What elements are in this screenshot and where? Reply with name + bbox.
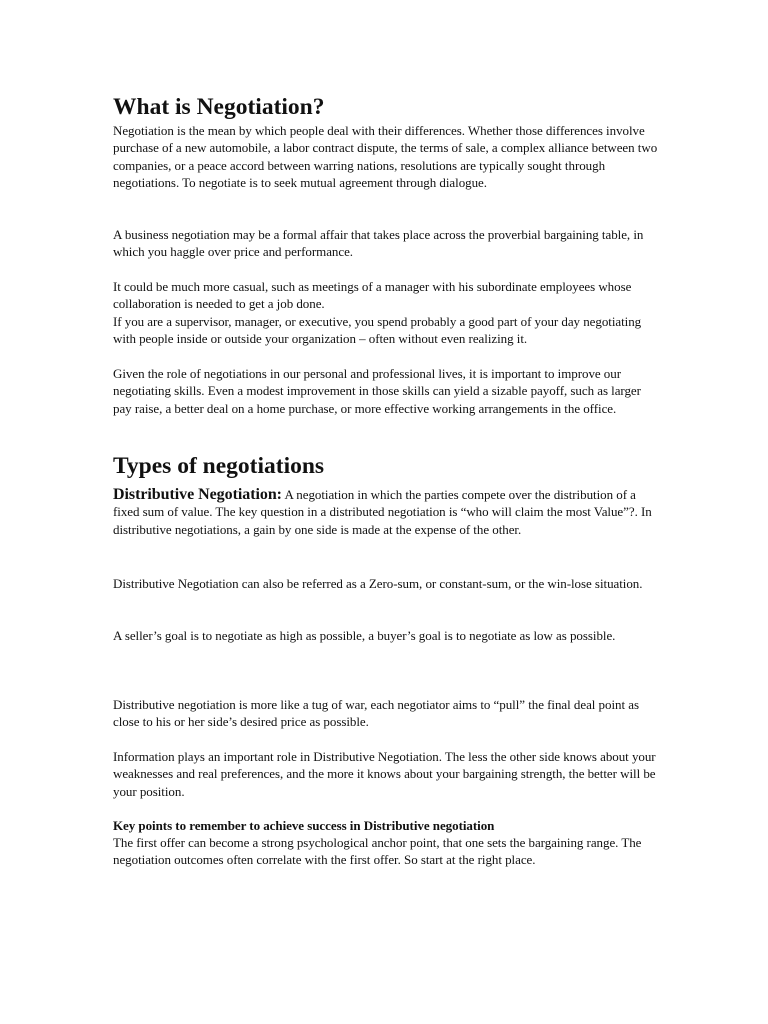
heading-types-of-negotiations: Types of negotiations (113, 453, 325, 479)
subheading-distributive-negotiation: Distributive Negotiation: (113, 486, 282, 503)
paragraph-business-negotiation: A business negotiation may be a formal affair that takes place across the proverbial bargaining table, in which you haggle over price and performance. (113, 227, 644, 260)
heading-key-points: Key points to remember to achieve success in Distributive negotiation (113, 818, 495, 833)
paragraph-seller-buyer-goal: A seller’s goal is to negotiate as high as possible, a buyer’s goal is to negotiate as low as possible. (113, 628, 616, 643)
distributive-definition-text: A negotiation in which the parties compete over the distribution of a fixed sum of value. The key question in a distributed negotiation is “who will claim the most Value”?. In distributive negotiations, a gain by one side is made at the expense of the other. (113, 487, 652, 537)
paragraph-information-role: Information plays an important role in Distributive Negotiation. The less the other side knows about your weaknesses and real preferences, and the more it knows about your bargaining strength, the better will be your position. (113, 749, 656, 799)
paragraph-zero-sum: Distributive Negotiation can also be referred as a Zero-sum, or constant-sum, or the win-lose situation. (113, 576, 643, 591)
paragraph-distributive-definition (113, 486, 658, 538)
paragraph-negotiation-skills: Given the role of negotiations in our personal and professional lives, it is important to improve our negotiating skills. Even a modest improvement in those skills can yield a sizable payoff, such as larger pay raise, a better deal on a home purchase, or more effective working arrangements in the office. (113, 366, 641, 416)
heading-what-is-negotiation: What is Negotiation? (113, 94, 325, 120)
paragraph-negotiation-definition: Negotiation is the mean by which people deal with their differences. Whether those differences involve purchase of a new automobile, a labor contract dispute, the terms of sale, a complex alliance between two companies, or a peace accord between warring nations, resolutions are typically sought through negotiations. To negotiate is to seek mutual agreement through dialogue. (113, 123, 658, 190)
paragraph-tug-of-war: Distributive negotiation is more like a tug of war, each negotiator aims to “pull” the final deal point as close to his or her side’s desired price as possible. (113, 697, 639, 730)
paragraph-supervisor-negotiation: If you are a supervisor, manager, or executive, you spend probably a good part of your day negotiating with people inside or outside your organization – often without even realizing it. (113, 314, 642, 347)
paragraph-first-offer: The first offer can become a strong psychological anchor point, that one sets the bargaining range. The negotiation outcomes often correlate with the first offer. So start at the right place. (113, 835, 642, 868)
paragraph-casual-negotiation: It could be much more casual, such as meetings of a manager with his subordinate employees whose collaboration is needed to get a job done. (113, 279, 632, 312)
